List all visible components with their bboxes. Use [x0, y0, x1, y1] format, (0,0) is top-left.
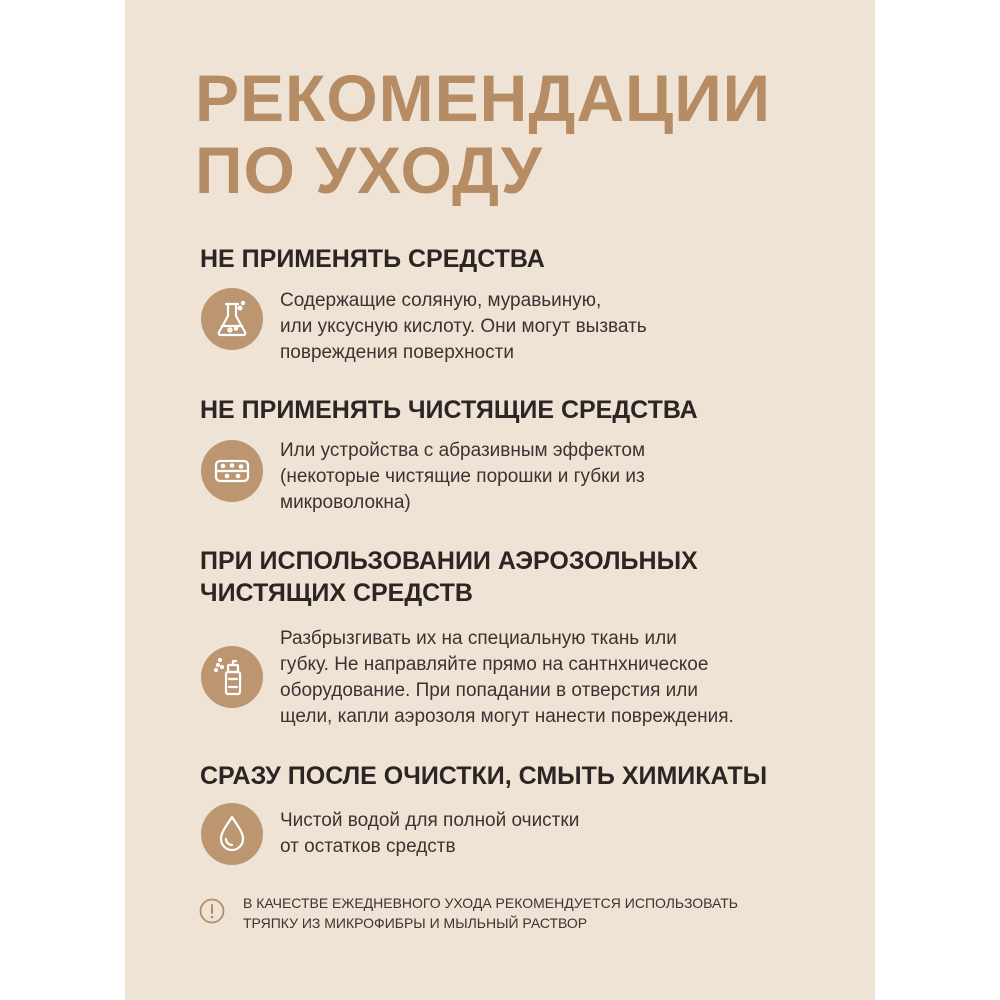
- warning-icon: [198, 897, 226, 925]
- section-text-line: повреждения поверхности: [280, 342, 514, 363]
- water-drop-icon: [201, 803, 263, 865]
- section-text-line: щели, капли аэрозоля могут нанести повреждения.: [280, 706, 734, 727]
- section-text-rinse: [280, 808, 579, 860]
- section-heading-rinse: [200, 760, 767, 792]
- section-text-acids: [280, 288, 647, 366]
- spray-can-icon: [201, 646, 263, 708]
- title-line-1: РЕКОМЕНДАЦИИ: [195, 61, 772, 135]
- section-heading-line: НЕ ПРИМЕНЯТЬ ЧИСТЯЩИЕ СРЕДСТВА: [200, 396, 698, 424]
- note-line: В КАЧЕСТВЕ ЕЖЕДНЕВНОГО УХОДА РЕКОМЕНДУЕТСЯ ИСПОЛЬЗОВАТЬ: [243, 895, 738, 911]
- section-heading-line: СРАЗУ ПОСЛЕ ОЧИСТКИ, СМЫТЬ ХИМИКАТЫ: [200, 762, 768, 790]
- page-title: [195, 62, 771, 206]
- section-heading-line: ЧИСТЯЩИХ СРЕДСТВ: [200, 579, 473, 607]
- section-heading-line: НЕ ПРИМЕНЯТЬ СРЕДСТВА: [200, 245, 545, 273]
- section-heading-abrasive: [200, 394, 698, 426]
- note-line: ТРЯПКУ ИЗ МИКРОФИБРЫ И МЫЛЬНЫЙ РАСТВОР: [243, 915, 588, 931]
- section-text-line: губку. Не направляйте прямо на сантнхническое: [280, 654, 709, 675]
- flask-icon: [201, 288, 263, 350]
- section-text-line: (некоторые чистящие порошки и губки из: [280, 466, 645, 487]
- section-heading-aerosol: [200, 545, 698, 609]
- section-heading-line: ПРИ ИСПОЛЬЗОВАНИИ АЭРОЗОЛЬНЫХ: [200, 547, 698, 575]
- title-line-2: ПО УХОДУ: [195, 133, 543, 207]
- section-heading-acids: [200, 243, 545, 275]
- section-text-line: Или устройства с абразивным эффектом: [280, 440, 646, 461]
- section-text-line: или уксусную кислоту. Они могут вызвать: [280, 316, 647, 337]
- section-text-line: микроволокна): [280, 492, 411, 513]
- section-text-line: от остатков средств: [280, 836, 456, 857]
- section-text-line: Чистой водой для полной очистки: [280, 810, 580, 831]
- section-text-line: оборудование. При попадании в отверстия или: [280, 680, 698, 701]
- section-text-abrasive: [280, 438, 645, 516]
- daily-care-note: [243, 893, 738, 933]
- section-text-line: Разбрызгивать их на специальную ткань или: [280, 628, 677, 649]
- section-text-line: Содержащие соляную, муравьиную,: [280, 290, 602, 311]
- sponge-icon: [201, 440, 263, 502]
- section-text-aerosol: [280, 626, 734, 730]
